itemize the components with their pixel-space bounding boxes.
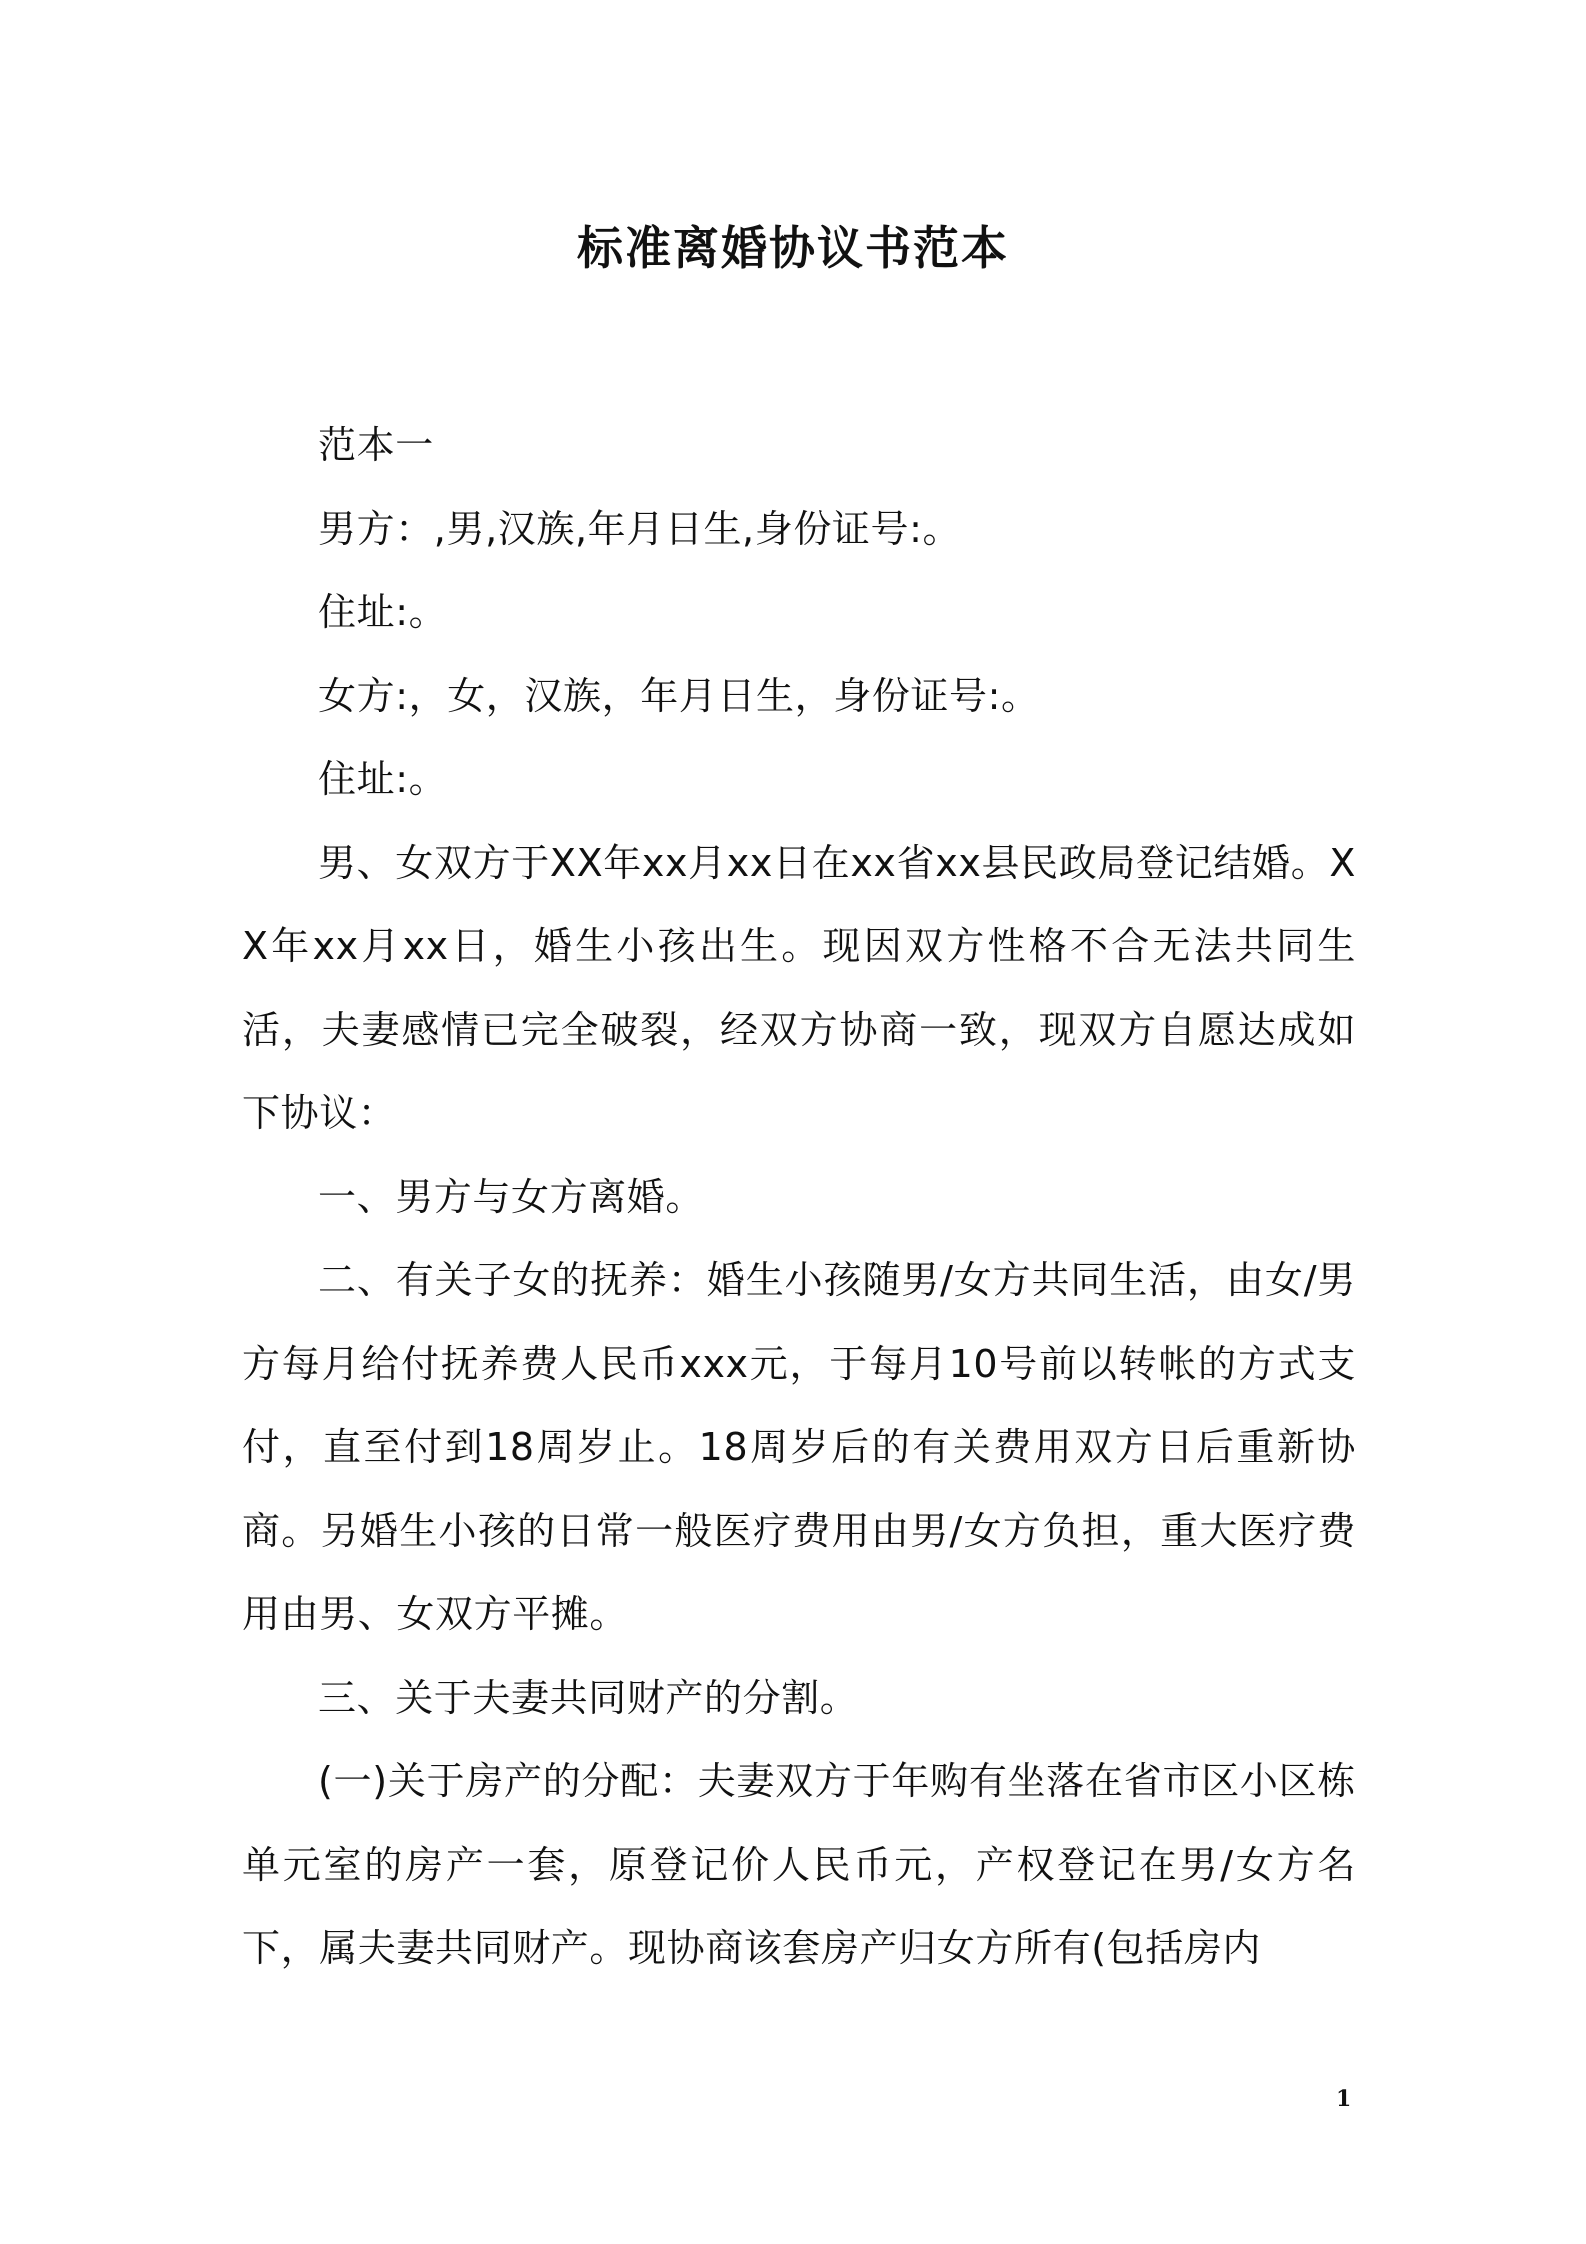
female-party-address: 住址:。	[318, 757, 448, 801]
clause-1: 一、男方与女方离婚。	[318, 1174, 705, 1219]
sample-heading: 范本一	[318, 423, 434, 467]
clause-3-property: 三、关于夫妻共同财产的分割。	[318, 1675, 859, 1720]
document-body	[242, 404, 1356, 1991]
male-party-address: 住址:。	[318, 590, 448, 634]
clause-2-child-custody: 二、有关子女的抚养：婚生小孩随男/女方共同生活，由女/男方每月给付抚养费人民币xxx元，于每月10号前以转帐的方式支付，直至付到18周岁止。18周岁后的有关费用双方日后重新协商。另婚生小孩的日常一般医疗费用由男/女方负担，重大医疗费用由男、女双方平摊。	[242, 1258, 1357, 1636]
female-party-info: 女方:，女，汉族，年月日生，身份证号:。	[318, 673, 1040, 718]
page-number: 1	[1336, 2086, 1352, 2112]
background-paragraph: 男、女双方于XX年xx月xx日在xx省xx县民政局登记结婚。XX年xx月xx日，婚生小孩出生。现因双方性格不合无法共同生活，夫妻感情已完全破裂，经双方协商一致，现双方自愿达成如下协议：	[242, 840, 1356, 1135]
male-party-info: 男方：,男,汉族,年月日生,身份证号:。	[318, 506, 962, 551]
clause-3-1-real-estate: (一)关于房产的分配：夫妻双方于年购有坐落在省市区小区栋单元室的房产一套，原登记价人民币元，产权登记在男/女方名下，属夫妻共同财产。现协商该套房产归女方所有(包括房内	[242, 1759, 1356, 1970]
document-title: 标准离婚协议书范本	[577, 221, 1009, 275]
